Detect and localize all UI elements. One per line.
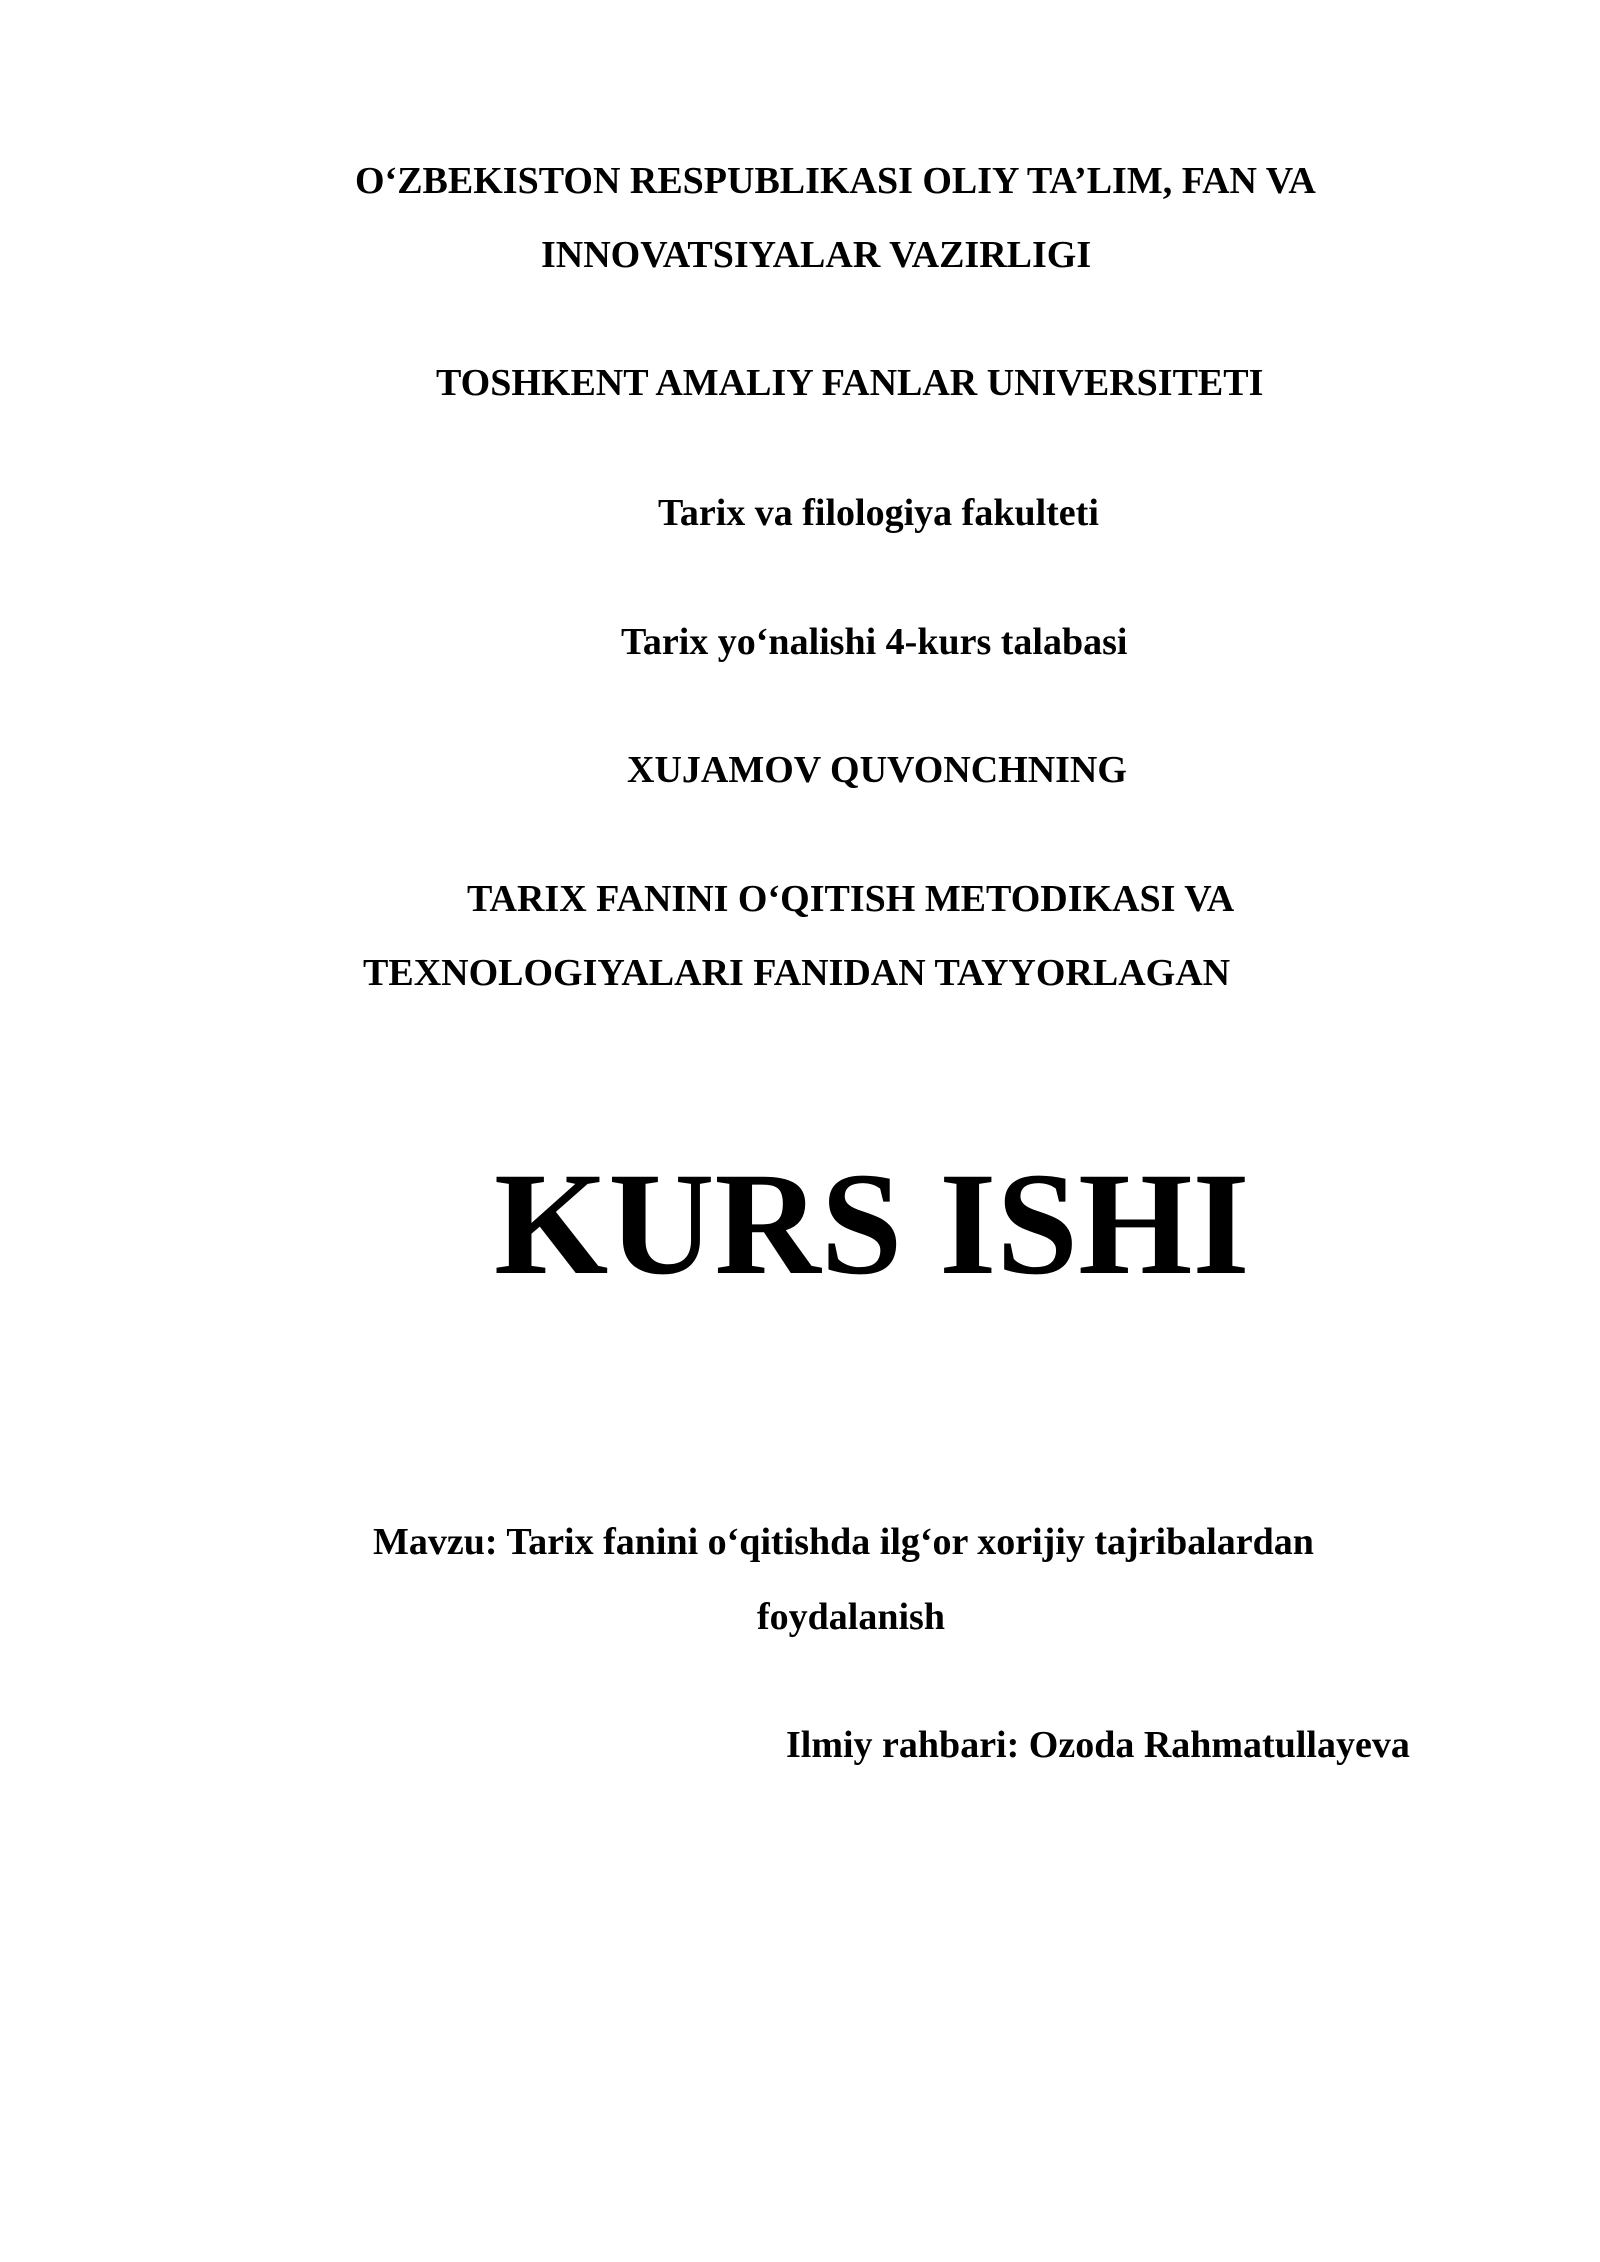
student-course: Tarix yo‘nalishi 4-kurs talabasi xyxy=(621,621,1128,663)
document-title: KURS ISHI xyxy=(494,1142,1250,1305)
topic-line-2: foydalanish xyxy=(757,1596,945,1638)
ministry-name-line-1: O‘ZBEKISTON RESPUBLIKASI OLIY TA’LIM, FAN VA xyxy=(355,160,1316,202)
subject-line-1: TARIX FANINI O‘QITISH METODIKASI VA xyxy=(467,878,1235,920)
faculty-name: Tarix va filologiya fakulteti xyxy=(658,492,1099,534)
supervisor-name: Ilmiy rahbari: Ozoda Rahmatullayeva xyxy=(786,1724,1410,1766)
subject-line-2: TEXNOLOGIYALARI FANIDAN TAYYORLAGAN xyxy=(363,952,1231,994)
ministry-name-line-2: INNOVATSIYALAR VAZIRLIGI xyxy=(541,234,1092,276)
topic-line-1: Mavzu: Tarix fanini o‘qitishda ilg‘or xorijiy tajribalardan xyxy=(373,1521,1314,1563)
university-name: TOSHKENT AMALIY FANLAR UNIVERSITETI xyxy=(436,362,1264,404)
student-name: XUJAMOV QUVONCHNING xyxy=(627,749,1127,791)
